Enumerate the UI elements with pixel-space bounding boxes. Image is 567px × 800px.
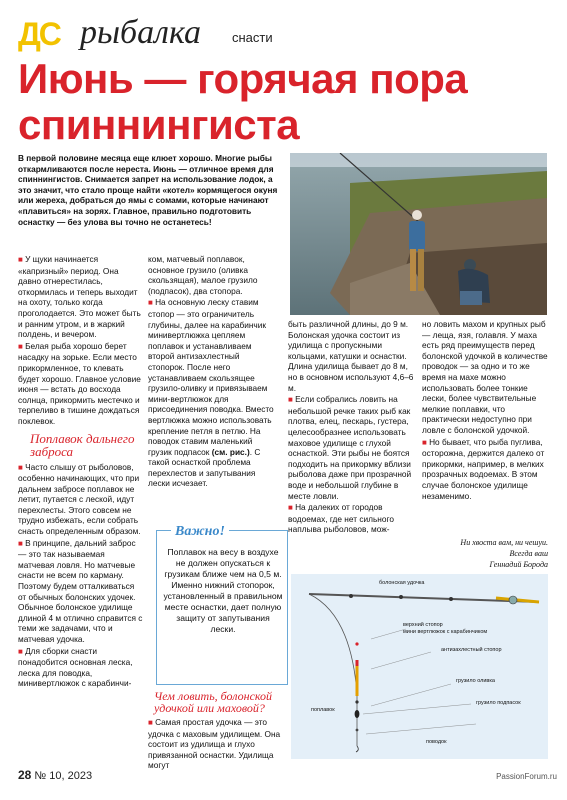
article-title-line-2: спиннингиста [18,101,300,148]
author-signature: Ни хвоста вам, ни чешуи. Всегда ваш Геннадий Борода [420,538,548,570]
article-column-1 [18,254,143,690]
paragraph: быть различной длины, до 9 м. Болонская удочка состоит из удилища с пропускными кольцами, катушки и оснастки. Длина удилища бывает до 8 м, но в основном используют 4,6–6 м. [288,319,414,393]
paragraph: ■ Часто слышу от рыболовов, особенно начинающих, что при дальнем забросе поплавок не летит, путается с леской, идут перехлесты. Этого совсем не трудно избежать, если собрать снасть определенным образом. [18,461,141,537]
label-float: поплавок [311,707,335,713]
subheading-rod-choice: Чем ловить, болонской удочкой или маховой? [154,689,273,715]
callout-heading: Важно! [171,524,229,540]
site-watermark: PassionForum.ru [496,772,557,781]
label-rod: болонская удочка [379,580,425,586]
fishermen-photo [290,153,547,315]
article-column-3 [288,319,414,536]
paragraph: ■ В принципе, дальний заброс — это так называемая матчевая ловля. Но матчевые снасти не всем по карману. Поэтому будем отталкиваться от обычных болонских удочек. Обычное болонское удилище длиной 4 м отлично справится с теми же задачами, что и матчевая удочка. [18,537,143,644]
paragraph: ■ Для сборки снасти понадобится основная леска, леска для поводка, минивертлюжок с карабинчи- [18,645,133,689]
subsection-title: снасти [232,30,273,45]
tackle-diagram [291,574,548,759]
label-anti-stopper: антизахлестный стопор [441,647,502,653]
page-footer [18,768,92,782]
paragraph: ■ Белая рыба хорошо берет насадку на зорьке. Если место прикормленное, то клевать будет хорошо. Главное условие июня — встать до восхода солнца, прикормить местечко и терпеливо в тишине дождаться поклевок. [18,340,141,426]
paragraph: ■ Но бывает, что рыба пуглива, осторожна, держится далеко от прикормки, например, в мелких прозрачных водоемах. В этом случае болонское удилище незаменимо. [422,436,545,501]
article-title-line-1: Июнь — горячая пора [18,55,468,102]
page-number: 28 [18,768,32,782]
label-top-stopper: верхний стопор [403,622,443,628]
paragraph: ■ Если собрались ловить на небольшой речке таких рыб как плотва, елец, пескарь, густера, целесообразнее использовать маховое удилище с глухой оснасткой. Эти рыбы не боятся подходить на прикормку вблизи рыболова даже при прозрачной воде и небольшой глубине в месте ловли. [288,394,412,501]
subheading-float: Поплавок дальнего заброса [30,430,135,459]
magazine-logo: ДС [18,16,60,52]
article-column-2 [148,254,278,490]
paragraph: ■ Самая простая удочка — это удочка с маховым удилищем. Она состоит из удилища и глухо привязанной оснастки. Удилища могут [148,717,281,771]
article-title [18,56,558,148]
label-small-weight: грузило подпасок [476,700,521,706]
section-title: рыбалка [80,14,202,51]
paragraph: ■ На далеких от городов водоемах, где нет сильного наплыва рыболовов, мож- [288,502,394,535]
issue-number: № 10, 2023 [34,770,93,782]
article-column-2-bottom [148,690,283,772]
paragraph: ком, матчевый поплавок, основное грузило (оливка скользящая), малое грузило (подпасок), два стопора. [148,254,258,296]
magazine-header [18,16,558,56]
article-column-4 [422,319,550,502]
paragraph: но ловить махом и крупных рыб — леща, язя, голавля. У маха есть ряд преимуществ перед болонской удочкой в количестве проводок — за одно и то же время на махе можно использовать более тонкие лески, более чувствительные мелкие поплавки, что практически недоступно при ловле с болонской удочкой. [422,319,548,435]
label-olive: грузило оливка [456,678,495,684]
important-callout [156,524,288,685]
article-lead: В первой половине месяца еще клюет хорошо. Многие рыбы откармливаются после нереста. Июнь — отличное время для спиннингистов. Снимается запрет на использование лодок, а это значит, что стало проще найти «котел» кормящегося окуня или жереха, добраться до ямы с сомами, которые начинают «плавиться» на зорях. Главное, правильно подготовить оснастку — без улова вы точно не останетесь! [18,153,278,227]
label-leash: поводок [426,739,447,745]
paragraph: ■ У щуки начинается «капризный» период. Она давно отнерестилась, откормилась и теперь выходит на охоту, только когда проголодается. Это может быть и ранним утром, и в жаркий полдень, и вечером. [18,254,141,340]
callout-text: Поплавок на весу в воздухе не должен опускаться к грузикам ближе чем на 0,5 м. Именно нижний стопорок, установленный в правильном месте оснастки, дает полную защиту от запутывания лески. [163,547,283,634]
paragraph: ■ На основную леску ставим стопор — это ограничитель глубины, далее на карабинчик минивертлюжка цепляем поплавок и устанавливаем второй антизахлестный стопорок. После него устанавливаем скользящее грузило-оливку и привязываем мини-вертлюжок для присоединения поводка. Вместо вертлюжка можно использовать крепление петля в петлю. На поводок ставим маленький грузик подпасок (см. рис.). С такой оснасткой проблема перехлестов и запутывания лески исчезает. [148,297,274,489]
label-swivel: мини вертлюжок с карабинчиком [403,629,488,635]
author-name: Геннадий Борода [489,559,548,569]
